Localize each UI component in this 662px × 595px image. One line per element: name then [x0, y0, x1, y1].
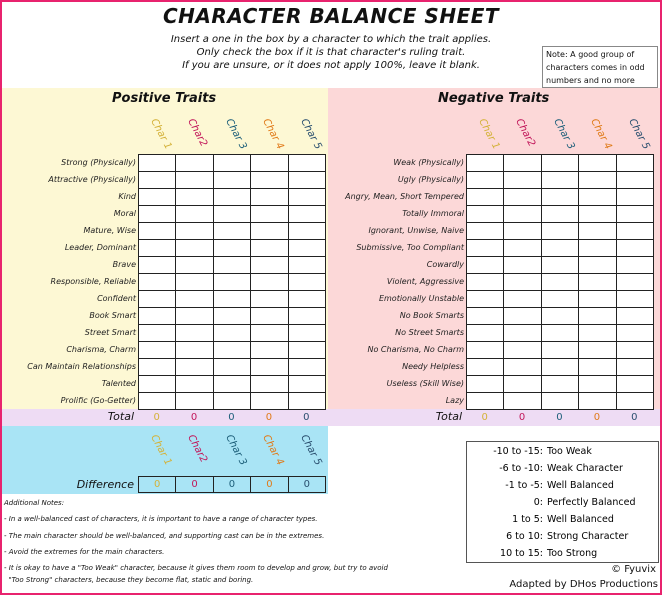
trait-checkbox-cell[interactable] — [467, 223, 504, 240]
trait-checkbox-cell[interactable] — [213, 206, 250, 223]
trait-row — [139, 376, 326, 393]
scale-row — [467, 460, 657, 477]
char-header: Char 1 — [476, 117, 502, 152]
trait-checkbox-cell[interactable] — [251, 206, 288, 223]
positive-total-label: Total — [107, 410, 134, 423]
note-line: Additional Notes: — [4, 499, 65, 507]
negative-traits-title: Negative Traits — [438, 91, 550, 106]
trait-checkbox-cell[interactable] — [251, 274, 288, 291]
trait-checkbox-cell[interactable] — [213, 257, 250, 274]
trait-checkbox-cell[interactable] — [213, 291, 250, 308]
trait-checkbox-cell[interactable] — [251, 189, 288, 206]
trait-checkbox-cell[interactable] — [139, 376, 176, 393]
total-value: 0 — [556, 412, 563, 423]
trait-checkbox-cell[interactable] — [213, 189, 250, 206]
trait-checkbox-cell[interactable] — [504, 172, 541, 189]
trait-row — [139, 257, 326, 274]
total-value: 0 — [303, 412, 310, 423]
trait-checkbox-cell[interactable] — [251, 172, 288, 189]
trait-checkbox-cell[interactable] — [467, 257, 504, 274]
trait-checkbox-cell[interactable] — [504, 240, 541, 257]
trait-row — [467, 342, 654, 359]
trait-checkbox-cell[interactable] — [139, 189, 176, 206]
char-header: Char 5 — [297, 433, 324, 468]
trait-row — [139, 325, 326, 342]
trait-checkbox-cell[interactable] — [504, 308, 541, 325]
trait-row — [467, 189, 654, 206]
trait-checkbox-cell[interactable] — [176, 206, 213, 223]
char-header: Char 4 — [588, 117, 614, 152]
trait-checkbox-cell[interactable] — [504, 257, 541, 274]
trait-label: Mature, Wise — [83, 226, 136, 235]
trait-checkbox-cell[interactable] — [616, 325, 653, 342]
scale-range: 6 to 10: — [506, 531, 543, 542]
scale-range: -6 to -10: — [499, 463, 543, 474]
trait-checkbox-cell[interactable] — [504, 393, 541, 410]
trait-checkbox-cell[interactable] — [616, 359, 653, 376]
trait-checkbox-cell[interactable] — [288, 274, 325, 291]
trait-checkbox-cell[interactable] — [541, 189, 578, 206]
trait-label: Needy Helpless — [402, 362, 464, 371]
trait-label: Moral — [113, 209, 136, 218]
trait-checkbox-cell[interactable] — [176, 155, 213, 172]
instruction-line: If you are unsure, or it does not apply 100%, leave it blank. — [182, 60, 480, 71]
trait-checkbox-cell[interactable] — [467, 359, 504, 376]
trait-checkbox-cell[interactable] — [616, 172, 653, 189]
trait-checkbox-cell[interactable] — [251, 359, 288, 376]
trait-checkbox-cell[interactable] — [213, 155, 250, 172]
trait-checkbox-cell[interactable] — [139, 393, 176, 410]
note-box: Note: A good group of characters comes in odd numbers and no more — [542, 46, 658, 88]
trait-label: Street Smart — [84, 328, 136, 337]
trait-checkbox-cell[interactable] — [176, 291, 213, 308]
scale-range: 1 to 5: — [512, 514, 543, 525]
trait-label: Ugly (Physically) — [397, 175, 464, 184]
scale-description: Perfectly Balanced — [547, 497, 636, 508]
trait-checkbox-cell[interactable] — [541, 240, 578, 257]
trait-checkbox-cell[interactable] — [288, 189, 325, 206]
trait-checkbox-cell[interactable] — [616, 342, 653, 359]
trait-checkbox-cell[interactable] — [579, 325, 616, 342]
char-header: Char2 — [185, 117, 210, 149]
trait-label: No Charisma, No Charm — [367, 345, 464, 354]
trait-checkbox-cell[interactable] — [579, 308, 616, 325]
trait-checkbox-cell[interactable] — [251, 240, 288, 257]
trait-row — [467, 376, 654, 393]
scale-row — [467, 477, 657, 494]
trait-checkbox-cell[interactable] — [213, 325, 250, 342]
total-value: 0 — [190, 412, 198, 423]
trait-checkbox-cell[interactable] — [176, 393, 213, 410]
negative-total-label: Total — [435, 410, 462, 423]
adapted-by-text: Adapted by DHos Productions — [509, 579, 658, 590]
trait-checkbox-cell[interactable] — [541, 342, 578, 359]
trait-row — [139, 223, 326, 240]
trait-checkbox-cell[interactable] — [176, 223, 213, 240]
trait-checkbox-cell[interactable] — [139, 342, 176, 359]
trait-checkbox-cell[interactable] — [467, 342, 504, 359]
trait-label: Emotionally Unstable — [378, 294, 464, 303]
trait-row — [467, 359, 654, 376]
trait-checkbox-cell[interactable] — [213, 240, 250, 257]
scale-range: 10 to 15: — [500, 548, 543, 559]
trait-label: Brave — [112, 260, 136, 269]
trait-checkbox-cell[interactable] — [616, 257, 653, 274]
trait-row — [139, 291, 326, 308]
trait-checkbox-cell[interactable] — [541, 274, 578, 291]
trait-checkbox-cell[interactable] — [616, 223, 653, 240]
trait-checkbox-cell[interactable] — [579, 342, 616, 359]
trait-checkbox-cell[interactable] — [541, 359, 578, 376]
trait-row — [467, 393, 654, 410]
trait-label: Charisma, Charm — [66, 345, 136, 354]
trait-checkbox-cell[interactable] — [504, 206, 541, 223]
trait-checkbox-cell[interactable] — [504, 291, 541, 308]
total-value: 0 — [228, 412, 235, 423]
trait-checkbox-cell[interactable] — [251, 223, 288, 240]
trait-checkbox-cell[interactable] — [251, 155, 288, 172]
trait-checkbox-cell[interactable] — [541, 172, 578, 189]
trait-checkbox-cell[interactable] — [579, 172, 616, 189]
positive-traits-title: Positive Traits — [112, 91, 217, 106]
trait-checkbox-cell[interactable] — [139, 223, 176, 240]
char-header: Char 3 — [223, 117, 249, 152]
total-value: 0 — [481, 412, 488, 423]
difference-value: 0 — [175, 476, 213, 493]
scale-description: Well Balanced — [547, 480, 614, 491]
positive-checkbox-grid — [138, 154, 326, 410]
trait-checkbox-cell[interactable] — [288, 172, 325, 189]
trait-checkbox-cell[interactable] — [616, 240, 653, 257]
trait-checkbox-cell[interactable] — [288, 342, 325, 359]
trait-label: Submissive, Too Compliant — [356, 243, 464, 252]
note-line: - It is okay to have a "Too Weak" character, because it gives them room to develop and grow, but try to avoid — [4, 564, 388, 572]
scale-row — [467, 511, 657, 528]
trait-checkbox-cell[interactable] — [176, 376, 213, 393]
trait-row — [139, 155, 326, 172]
trait-checkbox-cell[interactable] — [541, 257, 578, 274]
trait-row — [139, 172, 326, 189]
char-header: Char2 — [513, 117, 538, 149]
trait-label: No Street Smarts — [395, 328, 464, 337]
trait-checkbox-cell[interactable] — [251, 308, 288, 325]
trait-checkbox-cell[interactable] — [251, 325, 288, 342]
trait-checkbox-cell[interactable] — [467, 172, 504, 189]
trait-checkbox-cell[interactable] — [251, 376, 288, 393]
trait-checkbox-cell[interactable] — [467, 155, 504, 172]
trait-checkbox-cell[interactable] — [288, 206, 325, 223]
trait-label: Violent, Aggressive — [386, 277, 464, 286]
scale-row — [467, 528, 657, 545]
trait-checkbox-cell[interactable] — [579, 189, 616, 206]
trait-checkbox-cell[interactable] — [467, 325, 504, 342]
trait-row — [139, 189, 326, 206]
trait-checkbox-cell[interactable] — [467, 189, 504, 206]
trait-checkbox-cell[interactable] — [176, 342, 213, 359]
trait-checkbox-cell[interactable] — [579, 155, 616, 172]
scale-range: -10 to -15: — [493, 446, 543, 457]
trait-checkbox-cell[interactable] — [579, 257, 616, 274]
trait-checkbox-cell[interactable] — [139, 291, 176, 308]
trait-checkbox-cell[interactable] — [616, 393, 653, 410]
trait-checkbox-cell[interactable] — [467, 291, 504, 308]
trait-checkbox-cell[interactable] — [176, 359, 213, 376]
trait-checkbox-cell[interactable] — [288, 223, 325, 240]
trait-checkbox-cell[interactable] — [139, 240, 176, 257]
instruction-line: Insert a one in the box by a character to which the trait applies. — [170, 34, 492, 45]
trait-checkbox-cell[interactable] — [616, 376, 653, 393]
scale-range: -1 to -5: — [505, 480, 543, 491]
trait-label: Totally Immoral — [402, 209, 464, 218]
trait-checkbox-cell[interactable] — [467, 308, 504, 325]
scale-description: Weak Character — [547, 463, 623, 474]
char-header: Char 4 — [260, 117, 286, 152]
trait-checkbox-cell[interactable] — [504, 155, 541, 172]
difference-value: 0 — [250, 476, 288, 493]
total-value: 0 — [593, 412, 601, 423]
trait-checkbox-cell[interactable] — [616, 274, 653, 291]
trait-checkbox-cell[interactable] — [504, 342, 541, 359]
page-title: CHARACTER BALANCE SHEET — [162, 4, 500, 28]
trait-checkbox-cell[interactable] — [213, 223, 250, 240]
difference-value: 0 — [288, 476, 326, 493]
trait-checkbox-cell[interactable] — [504, 359, 541, 376]
char-header: Char 5 — [625, 117, 652, 152]
scale-row — [467, 494, 657, 511]
trait-checkbox-cell[interactable] — [213, 172, 250, 189]
char-header: Char 5 — [297, 117, 324, 152]
trait-checkbox-cell[interactable] — [541, 223, 578, 240]
trait-checkbox-cell[interactable] — [139, 325, 176, 342]
trait-checkbox-cell[interactable] — [616, 291, 653, 308]
trait-checkbox-cell[interactable] — [616, 206, 653, 223]
trait-checkbox-cell[interactable] — [288, 359, 325, 376]
trait-label: Kind — [118, 192, 136, 201]
trait-checkbox-cell[interactable] — [139, 359, 176, 376]
trait-label: Book Smart — [89, 311, 136, 320]
trait-checkbox-cell[interactable] — [467, 393, 504, 410]
note-line: "Too Strong" characters, because they become flat, static and boring. — [4, 576, 254, 584]
trait-checkbox-cell[interactable] — [541, 393, 578, 410]
trait-checkbox-cell[interactable] — [288, 257, 325, 274]
trait-checkbox-cell[interactable] — [139, 308, 176, 325]
trait-row — [139, 308, 326, 325]
trait-checkbox-cell[interactable] — [288, 240, 325, 257]
total-value: 0 — [631, 412, 638, 423]
trait-label: Can Maintain Relationships — [27, 362, 136, 371]
char-header: Char 1 — [148, 117, 174, 152]
trait-checkbox-cell[interactable] — [176, 274, 213, 291]
trait-label: Talented — [101, 379, 136, 388]
trait-label: No Book Smarts — [399, 311, 464, 320]
char-header: Char 4 — [260, 433, 286, 468]
trait-label: Ignorant, Unwise, Naive — [368, 226, 464, 235]
trait-checkbox-cell[interactable] — [213, 342, 250, 359]
trait-checkbox-cell[interactable] — [251, 342, 288, 359]
trait-row — [467, 206, 654, 223]
trait-row — [467, 240, 654, 257]
trait-checkbox-cell[interactable] — [139, 172, 176, 189]
instruction-line: Only check the box if it is that character's ruling trait. — [196, 47, 466, 58]
scale-description: Strong Character — [547, 531, 629, 542]
scale-row — [467, 443, 657, 460]
trait-checkbox-cell[interactable] — [288, 291, 325, 308]
trait-checkbox-cell[interactable] — [176, 325, 213, 342]
trait-label: Cowardly — [426, 260, 464, 269]
trait-row — [139, 274, 326, 291]
trait-checkbox-cell[interactable] — [139, 206, 176, 223]
total-value: 0 — [265, 412, 273, 423]
copyright-text: © Fyuvix — [611, 564, 656, 575]
trait-label: Attractive (Physically) — [48, 175, 136, 184]
trait-row — [139, 240, 326, 257]
trait-checkbox-cell[interactable] — [541, 155, 578, 172]
trait-row — [139, 206, 326, 223]
difference-value: 0 — [138, 476, 176, 493]
trait-checkbox-cell[interactable] — [616, 155, 653, 172]
trait-label: Weak (Physically) — [393, 158, 464, 167]
trait-checkbox-cell[interactable] — [579, 359, 616, 376]
trait-label: Responsible, Reliable — [50, 277, 136, 286]
trait-label: Leader, Dominant — [64, 243, 136, 252]
trait-checkbox-cell[interactable] — [467, 206, 504, 223]
trait-checkbox-cell[interactable] — [579, 206, 616, 223]
trait-checkbox-cell[interactable] — [288, 308, 325, 325]
trait-checkbox-cell[interactable] — [467, 240, 504, 257]
trait-checkbox-cell[interactable] — [541, 291, 578, 308]
trait-checkbox-cell[interactable] — [288, 155, 325, 172]
trait-checkbox-cell[interactable] — [579, 393, 616, 410]
trait-label: Useless (Skill Wise) — [386, 379, 464, 388]
trait-checkbox-cell[interactable] — [579, 291, 616, 308]
trait-checkbox-cell[interactable] — [616, 189, 653, 206]
trait-row — [139, 393, 326, 410]
trait-checkbox-cell[interactable] — [504, 325, 541, 342]
trait-checkbox-cell[interactable] — [579, 223, 616, 240]
trait-row — [139, 342, 326, 359]
difference-label: Difference — [76, 478, 134, 491]
trait-checkbox-cell[interactable] — [579, 376, 616, 393]
scale-description: Too Weak — [547, 446, 592, 457]
trait-checkbox-cell[interactable] — [176, 257, 213, 274]
balance-scale-legend — [466, 441, 659, 563]
trait-checkbox-cell[interactable] — [176, 308, 213, 325]
char-header: Char 3 — [223, 433, 249, 468]
trait-checkbox-cell[interactable] — [251, 291, 288, 308]
trait-checkbox-cell[interactable] — [139, 155, 176, 172]
trait-checkbox-cell[interactable] — [288, 376, 325, 393]
trait-row — [467, 291, 654, 308]
char-header: Char 3 — [551, 117, 577, 152]
trait-row — [467, 155, 654, 172]
trait-checkbox-cell[interactable] — [579, 240, 616, 257]
trait-checkbox-cell[interactable] — [176, 240, 213, 257]
trait-label: Strong (Physically) — [61, 158, 136, 167]
note-line: - The main character should be well-balanced, and supporting cast can be in the extremes. — [4, 532, 325, 540]
trait-checkbox-cell[interactable] — [541, 206, 578, 223]
trait-checkbox-cell[interactable] — [467, 274, 504, 291]
trait-checkbox-cell[interactable] — [176, 189, 213, 206]
trait-checkbox-cell[interactable] — [504, 274, 541, 291]
trait-checkbox-cell[interactable] — [541, 376, 578, 393]
difference-value: 0 — [213, 476, 251, 493]
trait-checkbox-cell[interactable] — [139, 257, 176, 274]
trait-checkbox-cell[interactable] — [504, 376, 541, 393]
trait-checkbox-cell[interactable] — [176, 172, 213, 189]
scale-range: 0: — [533, 497, 543, 508]
trait-checkbox-cell[interactable] — [579, 274, 616, 291]
trait-label: Prolific (Go-Getter) — [60, 396, 136, 405]
scale-row — [467, 545, 657, 562]
trait-row — [467, 274, 654, 291]
scale-description: Well Balanced — [547, 514, 614, 525]
trait-checkbox-cell[interactable] — [213, 393, 250, 410]
trait-checkbox-cell[interactable] — [504, 223, 541, 240]
trait-checkbox-cell[interactable] — [213, 359, 250, 376]
trait-checkbox-cell[interactable] — [541, 325, 578, 342]
trait-checkbox-cell[interactable] — [288, 393, 325, 410]
trait-checkbox-cell[interactable] — [213, 376, 250, 393]
trait-row — [139, 359, 326, 376]
negative-checkbox-grid — [466, 154, 654, 410]
trait-label: Confident — [97, 294, 136, 303]
trait-row — [467, 223, 654, 240]
total-value: 0 — [153, 412, 160, 423]
trait-row — [467, 257, 654, 274]
scale-description: Too Strong — [547, 548, 598, 559]
trait-checkbox-cell[interactable] — [541, 308, 578, 325]
trait-checkbox-cell[interactable] — [251, 393, 288, 410]
total-value: 0 — [518, 412, 526, 423]
trait-checkbox-cell[interactable] — [213, 274, 250, 291]
trait-row — [467, 325, 654, 342]
char-header: Char2 — [185, 433, 210, 465]
trait-row — [467, 308, 654, 325]
trait-checkbox-cell[interactable] — [213, 308, 250, 325]
trait-checkbox-cell[interactable] — [467, 376, 504, 393]
trait-checkbox-cell[interactable] — [139, 274, 176, 291]
trait-checkbox-cell[interactable] — [251, 257, 288, 274]
trait-label: Lazy — [445, 396, 464, 405]
trait-checkbox-cell[interactable] — [288, 325, 325, 342]
trait-label: Angry, Mean, Short Tempered — [345, 192, 464, 201]
trait-checkbox-cell[interactable] — [616, 308, 653, 325]
note-line: - In a well-balanced cast of characters, it is important to have a range of character types. — [4, 515, 318, 523]
trait-row — [467, 172, 654, 189]
trait-checkbox-cell[interactable] — [504, 189, 541, 206]
note-line: - Avoid the extremes for the main characters. — [4, 548, 165, 556]
char-header: Char 1 — [148, 433, 174, 468]
